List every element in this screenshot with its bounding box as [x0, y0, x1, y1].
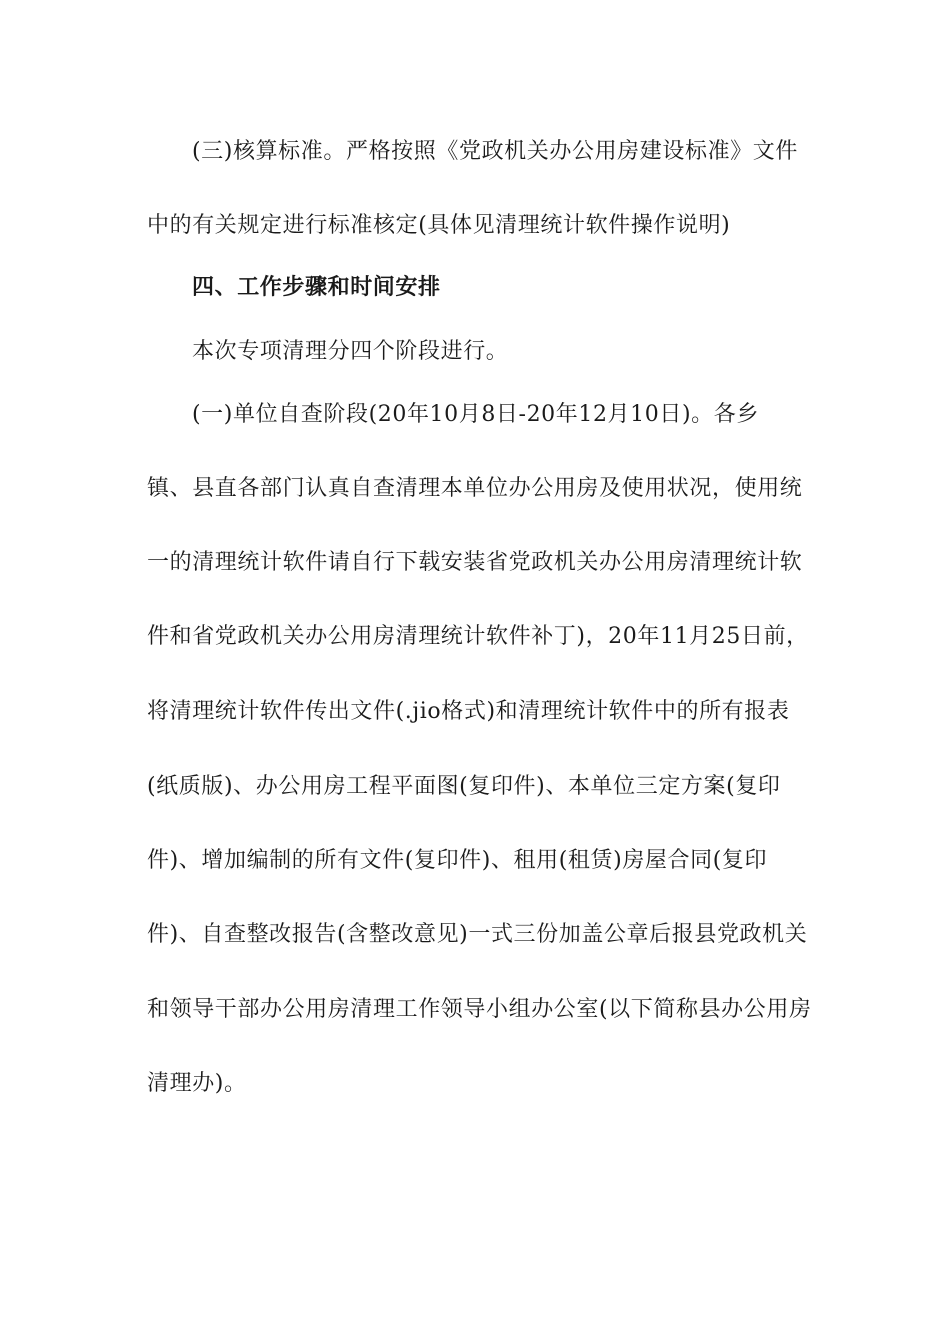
paragraph-self-check-line-9: 和领导干部办公用房清理工作领导小组办公室(以下简称县办公用房	[147, 997, 812, 1022]
paragraph-self-check-line-10: 清理办)。	[147, 1071, 247, 1096]
paragraph-self-check-line-1: (一)单位自查阶段(20年10月8日-20年12月10日)。各乡	[192, 402, 759, 427]
section-heading-work-steps: 四、工作步骤和时间安排	[192, 275, 441, 300]
paragraph-self-check-line-2: 镇、县直各部门认真自查清理本单位办公用房及使用状况，使用统	[147, 476, 803, 501]
paragraph-stages-intro: 本次专项清理分四个阶段进行。	[192, 339, 509, 364]
paragraph-accounting-standard-line-2: 中的有关规定进行标准核定(具体见清理统计软件操作说明)	[147, 213, 731, 238]
paragraph-self-check-line-4: 件和省党政机关办公用房清理统计软件补丁)，20年11月25日前，	[147, 624, 809, 649]
paragraph-self-check-line-6: (纸质版)、办公用房工程平面图(复印件)、本单位三定方案(复印	[147, 774, 781, 799]
paragraph-accounting-standard-line-1: (三)核算标准。严格按照《党政机关办公用房建设标准》文件	[192, 139, 798, 164]
paragraph-self-check-line-3: 一的清理统计软件请自行下载安装省党政机关办公用房清理统计软	[147, 550, 803, 575]
paragraph-self-check-line-8: 件)、自查整改报告(含整改意见)一式三份加盖公章后报县党政机关	[147, 922, 808, 947]
paragraph-self-check-line-5: 将清理统计软件传出文件(.jio格式)和清理统计软件中的所有报表	[147, 699, 790, 724]
paragraph-self-check-line-7: 件)、增加编制的所有文件(复印件)、租用(租赁)房屋合同(复印	[147, 848, 768, 873]
